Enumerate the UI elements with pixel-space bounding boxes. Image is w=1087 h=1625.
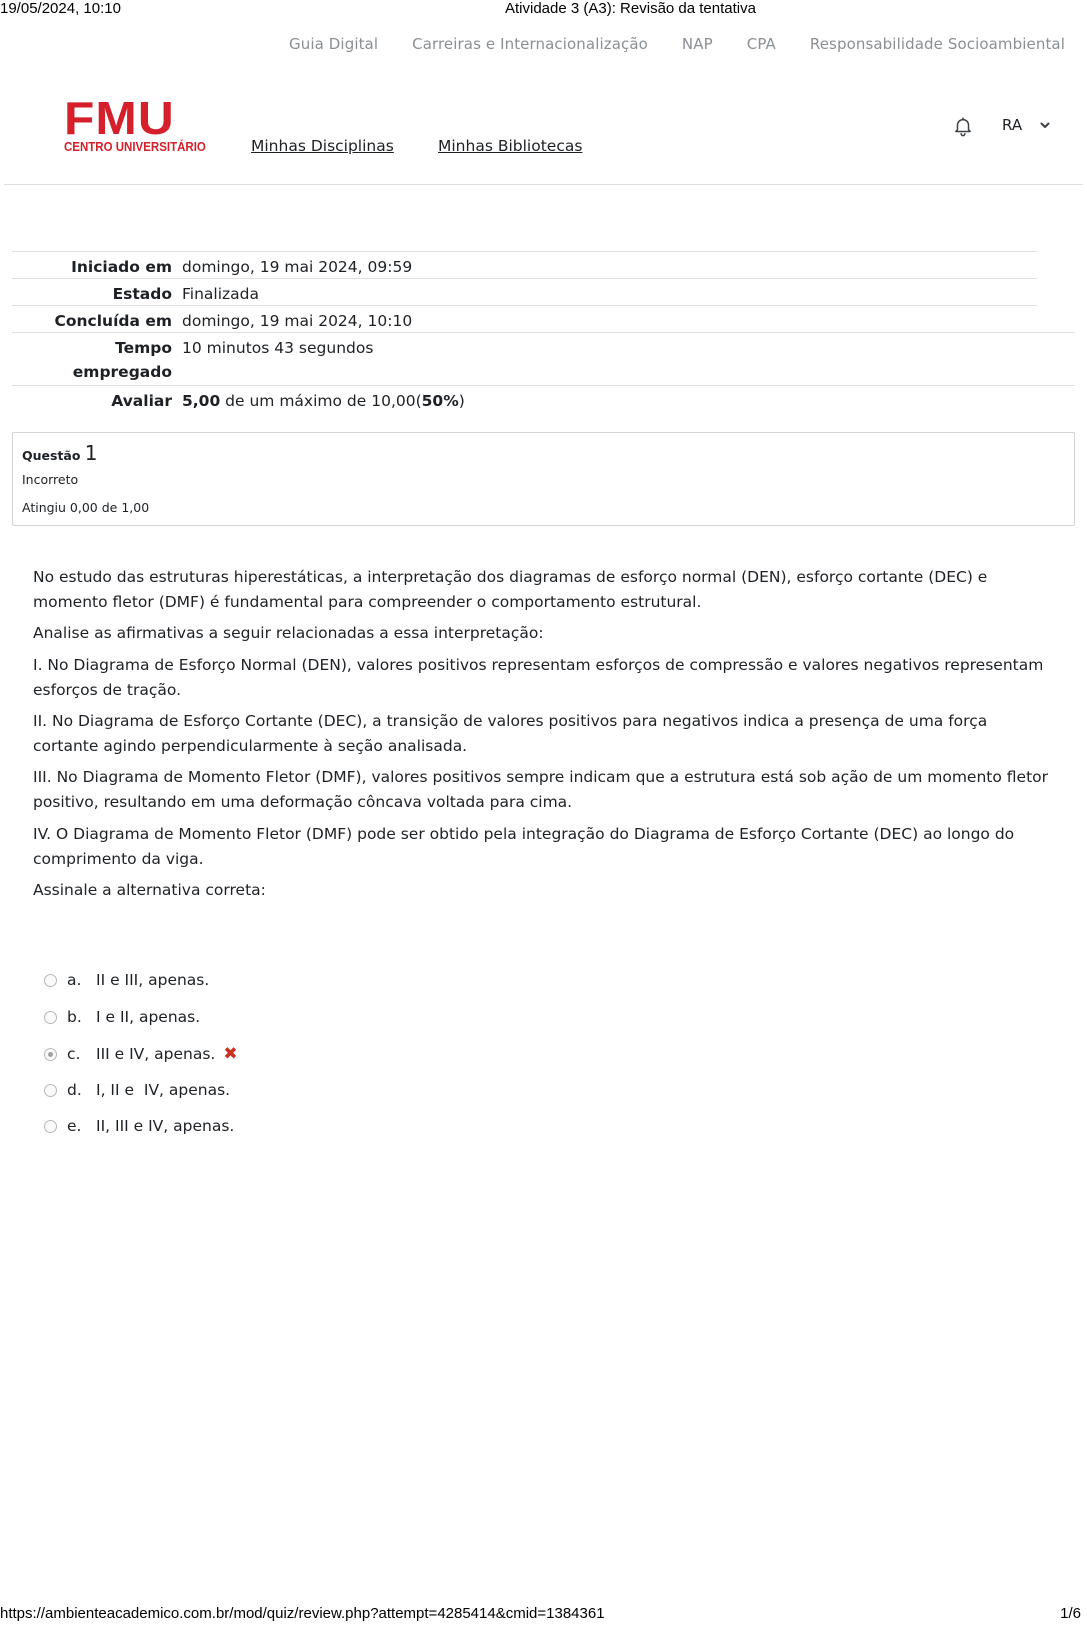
summary-value: domingo, 19 mai 2024, 10:10: [182, 312, 413, 330]
link-carreiras[interactable]: Carreiras e Internacionalização: [412, 35, 648, 53]
question-number: [22, 441, 98, 465]
summary-row-grade: [12, 385, 1075, 413]
radio-button[interactable]: [44, 1084, 57, 1097]
question-number-value: 1: [84, 441, 98, 465]
fmu-logo[interactable]: [64, 92, 206, 154]
summary-label: [12, 336, 172, 384]
question-paragraph: Analise as afirmativas a seguir relacionadas a essa interpretação:: [33, 624, 544, 642]
question-paragraph: Assinale a alternativa correta:: [33, 881, 266, 899]
question-paragraph: II. No Diagrama de Esforço Cortante (DEC), a transição de valores positivos para negativos indica a presença de uma força cortante agindo perpendicularmente à seção analisada.: [33, 712, 988, 755]
summary-row-completed: [12, 305, 1037, 333]
summary-label: Iniciado em: [71, 258, 172, 276]
grade-score: 5,00: [182, 392, 221, 410]
summary-value: domingo, 19 mai 2024, 09:59: [182, 258, 413, 276]
answer-option-b[interactable]: [44, 1005, 200, 1029]
summary-row-time: [12, 332, 1075, 385]
question-paragraph: III. No Diagrama de Momento Fletor (DMF), valores positivos sempre indicam que a estrutura está sob ação de um momento fletor positivo, resultando em uma deformação côncava voltada para cima.: [33, 768, 1049, 811]
radio-button[interactable]: [44, 974, 57, 987]
answer-option-c[interactable]: [44, 1042, 238, 1066]
radio-button[interactable]: [44, 1011, 57, 1024]
link-guia-digital[interactable]: Guia Digital: [289, 35, 379, 53]
summary-value: 10 minutos 43 segundos: [182, 339, 374, 357]
grade-max: de um máximo de 10,00(: [220, 392, 422, 410]
answer-letter: c.: [67, 1045, 81, 1063]
question-label: Questão: [22, 448, 85, 463]
summary-label: Avaliar: [111, 392, 172, 410]
answer-text: I e II, apenas.: [96, 1008, 201, 1026]
incorrect-icon: ✖: [223, 1044, 238, 1064]
answer-option-d[interactable]: [44, 1078, 230, 1102]
grade-percent: 50%: [421, 392, 459, 410]
summary-label-line2: empregado: [72, 363, 172, 381]
summary-row-state: [12, 278, 1037, 306]
user-initials[interactable]: RA: [1002, 116, 1023, 134]
question-grade: Atingiu 0,00 de 1,00: [22, 500, 150, 515]
answer-option-a[interactable]: [44, 968, 209, 992]
summary-grade-value: [182, 389, 465, 413]
question-paragraph: IV. O Diagrama de Momento Fletor (DMF) pode ser obtido pela integração do Diagrama de Esforço Cortante (DEC) ao longo do comprimento da viga.: [33, 825, 1015, 868]
chevron-down-icon[interactable]: [1038, 118, 1052, 132]
summary-label: Concluída em: [54, 312, 172, 330]
top-links: [289, 35, 1065, 53]
print-datetime: 19/05/2024, 10:10: [0, 0, 121, 17]
answer-letter: b.: [67, 1008, 82, 1026]
summary-row-started: [12, 251, 1037, 279]
bell-icon[interactable]: [952, 115, 974, 137]
summary-value: Finalizada: [182, 285, 260, 303]
grade-close: ): [458, 392, 465, 410]
answer-letter: e.: [67, 1117, 82, 1135]
logo-wordmark: FMU: [64, 92, 175, 144]
question-info-box: [12, 432, 1075, 526]
nav-minhas-bibliotecas[interactable]: Minhas Bibliotecas: [438, 137, 583, 155]
logo-subtitle: CENTRO UNIVERSITÁRIO: [64, 140, 206, 154]
radio-button-selected[interactable]: [44, 1048, 57, 1061]
answer-letter: a.: [67, 971, 82, 989]
link-responsabilidade[interactable]: Responsabilidade Socioambiental: [809, 35, 1065, 53]
question-paragraph: I. No Diagrama de Esforço Normal (DEN), valores positivos representam esforços de compressão e valores negativos representam esforços de tração.: [33, 656, 1044, 699]
print-url: https://ambienteacademico.com.br/mod/quiz/review.php?attempt=4285414&cmid=1384361: [0, 1605, 605, 1622]
answer-letter: d.: [67, 1081, 82, 1099]
answer-text: II, III e IV, apenas.: [96, 1117, 235, 1135]
navbar-divider: [4, 184, 1083, 185]
print-title: Atividade 3 (A3): Revisão da tentativa: [505, 0, 756, 17]
print-page-number: 1/6: [1060, 1605, 1081, 1622]
link-cpa[interactable]: CPA: [746, 35, 776, 53]
answer-text: II e III, apenas.: [96, 971, 210, 989]
question-state: Incorreto: [22, 472, 79, 487]
summary-label: Estado: [112, 285, 172, 303]
answer-text: III e IV, apenas.: [96, 1045, 216, 1063]
nav-minhas-disciplinas[interactable]: Minhas Disciplinas: [251, 137, 394, 155]
link-nap[interactable]: NAP: [681, 35, 713, 53]
summary-label-line1: Tempo: [115, 339, 172, 357]
question-paragraph: No estudo das estruturas hiperestáticas, a interpretação dos diagramas de esforço normal (DEN), esforço cortante (DEC) e momento fletor (DMF) é fundamental para compreender o comportamento estrutural.: [33, 568, 988, 611]
radio-button[interactable]: [44, 1120, 57, 1133]
answer-text: I, II e IV, apenas.: [96, 1081, 231, 1099]
answer-option-e[interactable]: [44, 1114, 234, 1138]
